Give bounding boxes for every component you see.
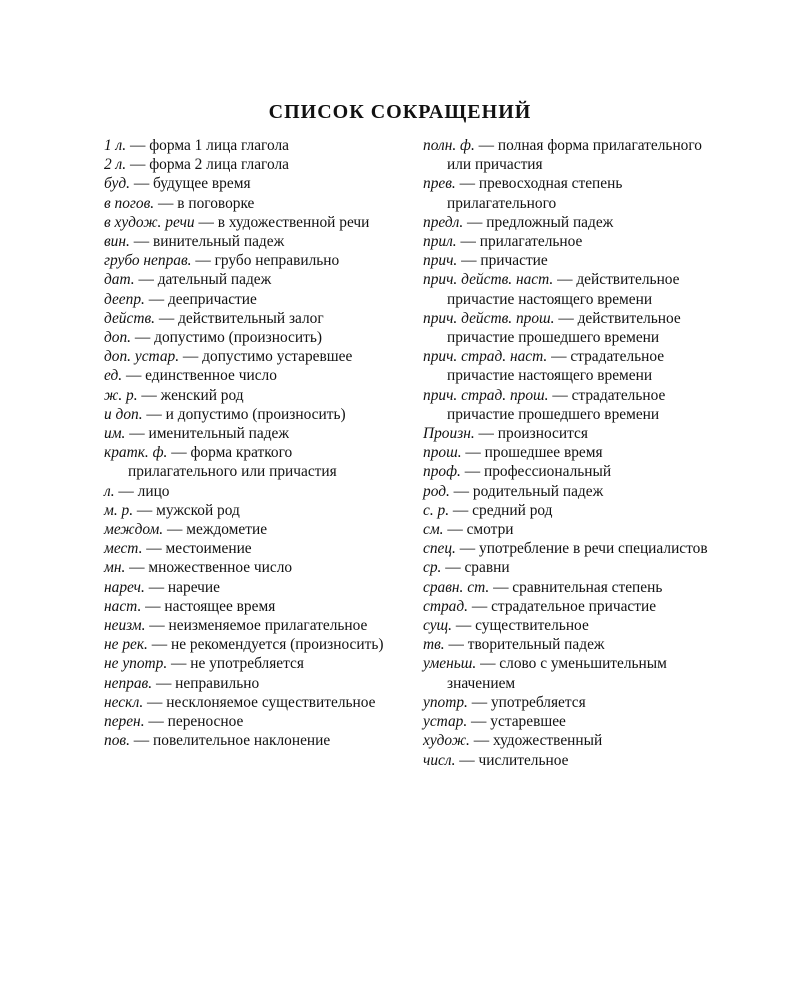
abbreviation-term: ср.: [423, 559, 442, 577]
abbreviation-entry: [423, 482, 709, 501]
abbreviation-entry: [104, 443, 390, 481]
abbreviation-entry: [423, 597, 709, 616]
abbreviation-term: предл.: [423, 213, 464, 231]
abbreviation-entry: [423, 558, 709, 577]
abbreviation-term: проф.: [423, 463, 461, 481]
abbreviation-definition: — грубо неправильно: [191, 252, 340, 270]
abbreviation-term: уменьш.: [423, 655, 477, 673]
abbreviation-definition: — прилагательное: [456, 233, 583, 251]
abbreviation-term: спец.: [423, 540, 456, 558]
abbreviation-entry: [104, 174, 390, 193]
abbreviation-entry: [104, 712, 390, 731]
abbreviation-entry: [423, 232, 709, 251]
abbreviation-definition: — употребление в речи специалистов: [455, 540, 708, 558]
abbreviation-entry: [104, 635, 390, 654]
abbreviation-term: прич. страд. прош.: [423, 386, 549, 404]
abbreviation-definition: — превосходная степень прилагательного: [447, 175, 623, 212]
abbreviation-entry: [104, 501, 390, 520]
abbreviation-definition: — действительное причастие прошедшего времени: [447, 309, 681, 347]
abbreviation-definition: — наречие: [144, 578, 220, 596]
abbreviation-definition: — дательный падеж: [134, 271, 272, 289]
abbreviation-entry: [104, 616, 390, 635]
abbreviation-entry: [104, 155, 390, 174]
page-title: СПИСОК СОКРАЩЕНИЙ: [268, 101, 532, 123]
abbreviation-definition: — форма 2 лица глагола: [126, 156, 289, 174]
abbreviation-entry: [423, 174, 709, 212]
abbreviation-definition: — употребляется: [467, 693, 586, 711]
abbreviation-entry: [104, 578, 390, 597]
abbreviation-entry: [104, 366, 390, 385]
abbreviation-term: см.: [423, 521, 444, 539]
abbreviation-definition: — родительный падеж: [449, 482, 604, 500]
abbreviation-term: прил.: [423, 233, 457, 251]
abbreviation-definition: — сравни: [441, 559, 510, 577]
abbreviation-term: нареч.: [104, 578, 145, 596]
abbreviation-term: прош.: [423, 444, 462, 462]
abbreviation-entry: [423, 616, 709, 635]
abbreviation-entry: [104, 674, 390, 693]
abbreviation-definition: — деепричастие: [144, 290, 257, 308]
abbreviation-entry: [104, 654, 390, 673]
abbreviation-entry: [423, 578, 709, 597]
abbreviation-definition: — неизменяемое прилагательное: [145, 617, 368, 635]
abbreviation-definition: — устаревшее: [467, 713, 566, 731]
abbreviation-definition: — страдательное причастие прошедшего времени: [447, 386, 666, 423]
abbreviation-definition: — междометие: [163, 521, 268, 539]
abbreviation-term: ж. р.: [104, 386, 138, 404]
abbreviation-entry: [104, 213, 390, 232]
abbreviation-definition: — местоимение: [142, 540, 252, 558]
abbreviation-term: неизм.: [104, 617, 146, 635]
abbreviation-entry: [104, 424, 390, 443]
abbreviation-term: мн.: [104, 559, 126, 577]
abbreviation-definition: — произносится: [474, 425, 588, 443]
abbreviation-definition: — неправильно: [152, 674, 260, 692]
abbreviation-term: дат.: [104, 271, 135, 289]
abbreviation-definition: — в художественной речи: [194, 213, 370, 231]
abbreviation-definition: — действительное причастие настоящего времени: [447, 271, 680, 308]
abbreviation-definition: — допустимо устаревшее: [179, 348, 353, 366]
abbreviation-definition: — множественное число: [125, 559, 293, 577]
abbreviation-definition: — настоящее время: [141, 597, 276, 615]
abbreviation-entry: [104, 328, 390, 347]
abbreviation-definition: — существительное: [452, 617, 589, 635]
abbreviation-definition: — художественный: [469, 732, 603, 750]
abbreviation-entry: [423, 654, 709, 692]
abbreviation-entry: [104, 693, 390, 712]
abbreviation-term: в худож. речи: [104, 213, 195, 231]
abbreviation-definition: — прошедшее время: [461, 444, 603, 462]
abbreviation-term: действ.: [104, 309, 155, 327]
abbreviation-entry: [104, 347, 390, 366]
abbreviation-definition: — средний род: [449, 501, 553, 519]
abbreviation-term: наст.: [104, 597, 142, 615]
abbreviation-entry: [423, 635, 709, 654]
abbreviation-entry: [423, 520, 709, 539]
abbreviation-term: буд.: [104, 175, 130, 193]
abbreviation-term: 2 л.: [104, 156, 127, 174]
abbreviation-term: л.: [104, 482, 115, 500]
abbreviation-entry: [104, 136, 390, 155]
abbreviation-entry: [423, 251, 709, 270]
abbreviation-term: ед.: [104, 367, 123, 385]
abbreviation-term: числ.: [423, 751, 456, 769]
abbreviation-definition: — причастие: [457, 252, 548, 270]
abbreviation-entry: [104, 405, 390, 424]
abbreviation-term: междом.: [104, 521, 164, 539]
abbreviation-definition: — несклоняемое существительное: [143, 693, 376, 711]
abbreviation-entry: [104, 482, 390, 501]
abbreviation-definition: — не употребляется: [167, 655, 304, 673]
abbreviation-term: м. р.: [104, 501, 134, 519]
abbreviation-term: 1 л.: [104, 137, 127, 154]
abbreviation-term: прич. страд. наст.: [423, 348, 548, 366]
abbreviation-definition: — смотри: [443, 521, 514, 539]
abbreviation-definition: — страдательное причастие настоящего времени: [447, 348, 665, 385]
abbreviation-entry: [423, 462, 709, 481]
abbreviation-term: перен.: [104, 713, 145, 731]
abbreviation-entry: [423, 386, 709, 424]
abbreviation-entry: [104, 232, 390, 251]
abbreviation-entry: [423, 712, 709, 731]
abbreviation-definition: — сравнительная степень: [489, 578, 663, 596]
abbreviation-entry: [104, 386, 390, 405]
abbreviation-entry: [104, 270, 390, 289]
abbreviation-definition: — повелительное наклонение: [129, 732, 331, 750]
abbreviation-definition: — и допустимо (произносить): [142, 405, 346, 423]
abbreviation-entry: [423, 424, 709, 443]
abbreviation-term: с. р.: [423, 501, 450, 519]
abbreviation-term: Произн.: [423, 425, 475, 443]
abbreviation-entry: [104, 731, 390, 750]
abbreviation-definition: — в поговорке: [154, 194, 255, 212]
abbreviation-definition: — допустимо (произносить): [131, 329, 322, 347]
abbreviation-term: деепр.: [104, 290, 145, 308]
abbreviation-term: доп.: [104, 329, 132, 347]
abbreviation-entry: [423, 501, 709, 520]
abbreviation-entry: [423, 136, 709, 174]
abbreviation-definition: — предложный падеж: [463, 213, 614, 231]
abbreviation-entry: [423, 213, 709, 232]
abbreviation-definition: — профессиональный: [460, 463, 612, 481]
abbreviation-entry: [423, 539, 709, 558]
abbreviation-term: устар.: [423, 713, 468, 731]
abbreviation-entry: [104, 558, 390, 577]
abbreviation-term: грубо неправ.: [104, 252, 192, 270]
abbreviation-definition: — единственное число: [122, 367, 277, 385]
abbreviation-term: нескл.: [104, 693, 144, 711]
abbreviation-entry: [104, 309, 390, 328]
abbreviation-definition: — числительное: [455, 751, 569, 769]
abbreviation-term: полн. ф.: [423, 137, 475, 154]
abbreviation-definition: — форма 1 лица глагола: [126, 137, 289, 154]
abbreviation-term: им.: [104, 425, 126, 443]
abbreviation-definition: — слово с уменьшительным значением: [447, 655, 667, 692]
abbreviation-definition: — страдательное причастие: [467, 597, 657, 615]
abbreviation-definition: — полная форма прилагательного или причастия: [447, 137, 702, 174]
abbreviation-list-right: [423, 136, 709, 770]
abbreviation-entry: [104, 539, 390, 558]
abbreviation-term: страд.: [423, 597, 468, 615]
abbreviation-term: тв.: [423, 636, 445, 654]
abbreviation-definition: — действительный залог: [154, 309, 324, 327]
abbreviation-entry: [423, 443, 709, 462]
abbreviation-definition: — форма краткого прилагательного или причастия: [128, 444, 337, 481]
abbreviation-term: худож.: [423, 732, 470, 750]
abbreviation-entry: [423, 270, 709, 308]
abbreviation-term: прич. действ. наст.: [423, 271, 554, 289]
abbreviation-definition: — переносное: [144, 713, 244, 731]
abbreviation-term: и доп.: [104, 405, 143, 423]
abbreviation-entry: [104, 194, 390, 213]
abbreviation-definition: — лицо: [114, 482, 170, 500]
abbreviation-term: прев.: [423, 175, 456, 193]
abbreviation-entry: [104, 251, 390, 270]
abbreviation-entry: [423, 347, 709, 385]
abbreviation-definition: — именительный падеж: [125, 425, 290, 443]
abbreviation-term: кратк. ф.: [104, 444, 168, 462]
abbreviation-term: вин.: [104, 233, 130, 251]
abbreviation-entry: [104, 520, 390, 539]
abbreviation-definition: — женский род: [137, 386, 244, 404]
abbreviation-term: не употр.: [104, 655, 168, 673]
abbreviation-term: мест.: [104, 540, 143, 558]
abbreviation-term: неправ.: [104, 674, 153, 692]
abbreviation-term: прич. действ. прош.: [423, 309, 555, 327]
abbreviation-definition: — творительный падеж: [444, 636, 605, 654]
abbreviation-term: пов.: [104, 732, 130, 750]
abbreviation-term: сравн. ст.: [423, 578, 490, 596]
abbreviation-term: в погов.: [104, 194, 155, 212]
abbreviation-definition: — будущее время: [129, 175, 251, 193]
abbreviation-list-left: [104, 136, 390, 751]
abbreviation-term: прич.: [423, 252, 458, 270]
abbreviation-definition: — не рекомендуется (произносить): [147, 636, 384, 654]
abbreviation-entry: [104, 290, 390, 309]
abbreviation-entry: [423, 751, 709, 770]
abbreviation-entry: [423, 693, 709, 712]
abbreviation-term: доп. устар.: [104, 348, 180, 366]
abbreviation-entry: [423, 309, 709, 347]
abbreviation-definition: — мужской род: [133, 501, 240, 519]
abbreviation-term: употр.: [423, 693, 468, 711]
abbreviation-entry: [104, 597, 390, 616]
abbreviation-term: род.: [423, 482, 450, 500]
abbreviation-definition: — винительный падеж: [129, 233, 285, 251]
abbreviation-entry: [423, 731, 709, 750]
abbreviation-term: сущ.: [423, 617, 453, 635]
abbreviation-term: не рек.: [104, 636, 148, 654]
